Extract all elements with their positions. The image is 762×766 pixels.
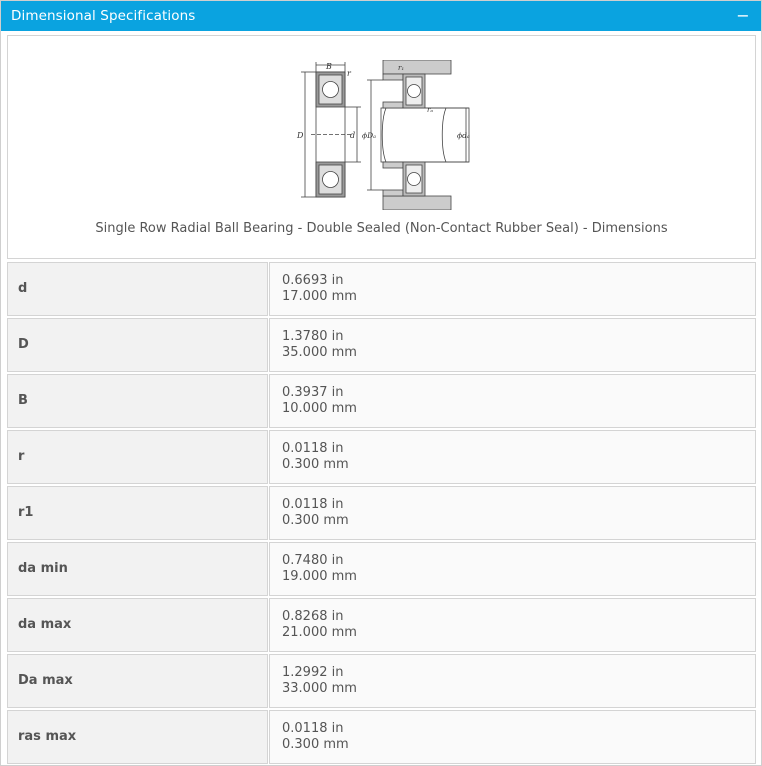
spec-label: D	[7, 318, 268, 372]
spec-value	[269, 430, 756, 484]
spec-value	[269, 486, 756, 540]
spec-value	[269, 710, 756, 764]
label-da: ϕdₐ	[457, 131, 470, 140]
panel-title: Dimensional Specifications	[11, 8, 196, 24]
spec-value-mm: 17.000 mm	[282, 289, 357, 304]
spec-value	[269, 318, 756, 372]
spec-label: r1	[7, 486, 268, 540]
spec-row	[7, 486, 756, 540]
label-r1: r₁	[398, 64, 405, 72]
spec-value-in: 1.2992 in	[282, 665, 344, 680]
spec-row	[7, 598, 756, 652]
diagram-caption: Single Row Radial Ball Bearing - Double Sealed (Non-Contact Rubber Seal) - Dimensions	[95, 221, 668, 236]
spec-value	[269, 262, 756, 316]
spec-value	[269, 598, 756, 652]
label-Da: ϕDₐ	[362, 131, 376, 140]
spec-value-in: 0.0118 in	[282, 441, 344, 456]
spec-value	[269, 654, 756, 708]
label-r: r	[347, 69, 351, 78]
spec-label: da max	[7, 598, 268, 652]
spec-value	[269, 542, 756, 596]
spec-row	[7, 710, 756, 764]
spec-label: Da max	[7, 654, 268, 708]
spec-value-mm: 0.300 mm	[282, 457, 349, 472]
spec-label: r	[7, 430, 268, 484]
spec-value-mm: 33.000 mm	[282, 681, 357, 696]
spec-row	[7, 374, 756, 428]
spec-label: B	[7, 374, 268, 428]
spec-label: d	[7, 262, 268, 316]
spec-value-in: 1.3780 in	[282, 329, 344, 344]
spec-value-in: 0.0118 in	[282, 497, 344, 512]
collapse-icon[interactable]: −	[736, 6, 750, 25]
spec-value-mm: 10.000 mm	[282, 401, 357, 416]
spec-value-in: 0.0118 in	[282, 721, 344, 736]
spec-value-mm: 0.300 mm	[282, 737, 349, 752]
spec-value-in: 0.7480 in	[282, 553, 344, 568]
label-d: d	[350, 131, 356, 140]
bearing-diagram-box	[7, 35, 756, 259]
spec-value-mm: 21.000 mm	[282, 625, 357, 640]
spec-row	[7, 654, 756, 708]
spec-value-mm: 0.300 mm	[282, 513, 349, 528]
spec-label: da min	[7, 542, 268, 596]
panel-header[interactable]	[1, 1, 761, 31]
spec-value-in: 0.6693 in	[282, 273, 344, 288]
label-ra: rₐ	[427, 106, 433, 114]
spec-value-mm: 19.000 mm	[282, 569, 357, 584]
label-D: D	[297, 131, 304, 140]
spec-value-mm: 35.000 mm	[282, 345, 357, 360]
spec-label: ras max	[7, 710, 268, 764]
spec-row	[7, 430, 756, 484]
spec-row	[7, 262, 756, 316]
spec-row	[7, 318, 756, 372]
spec-value	[269, 374, 756, 428]
spec-value-in: 0.3937 in	[282, 385, 344, 400]
label-B: B	[326, 62, 332, 71]
spec-value-in: 0.8268 in	[282, 609, 344, 624]
bearing-dimension-diagram	[281, 60, 481, 210]
spec-row	[7, 542, 756, 596]
